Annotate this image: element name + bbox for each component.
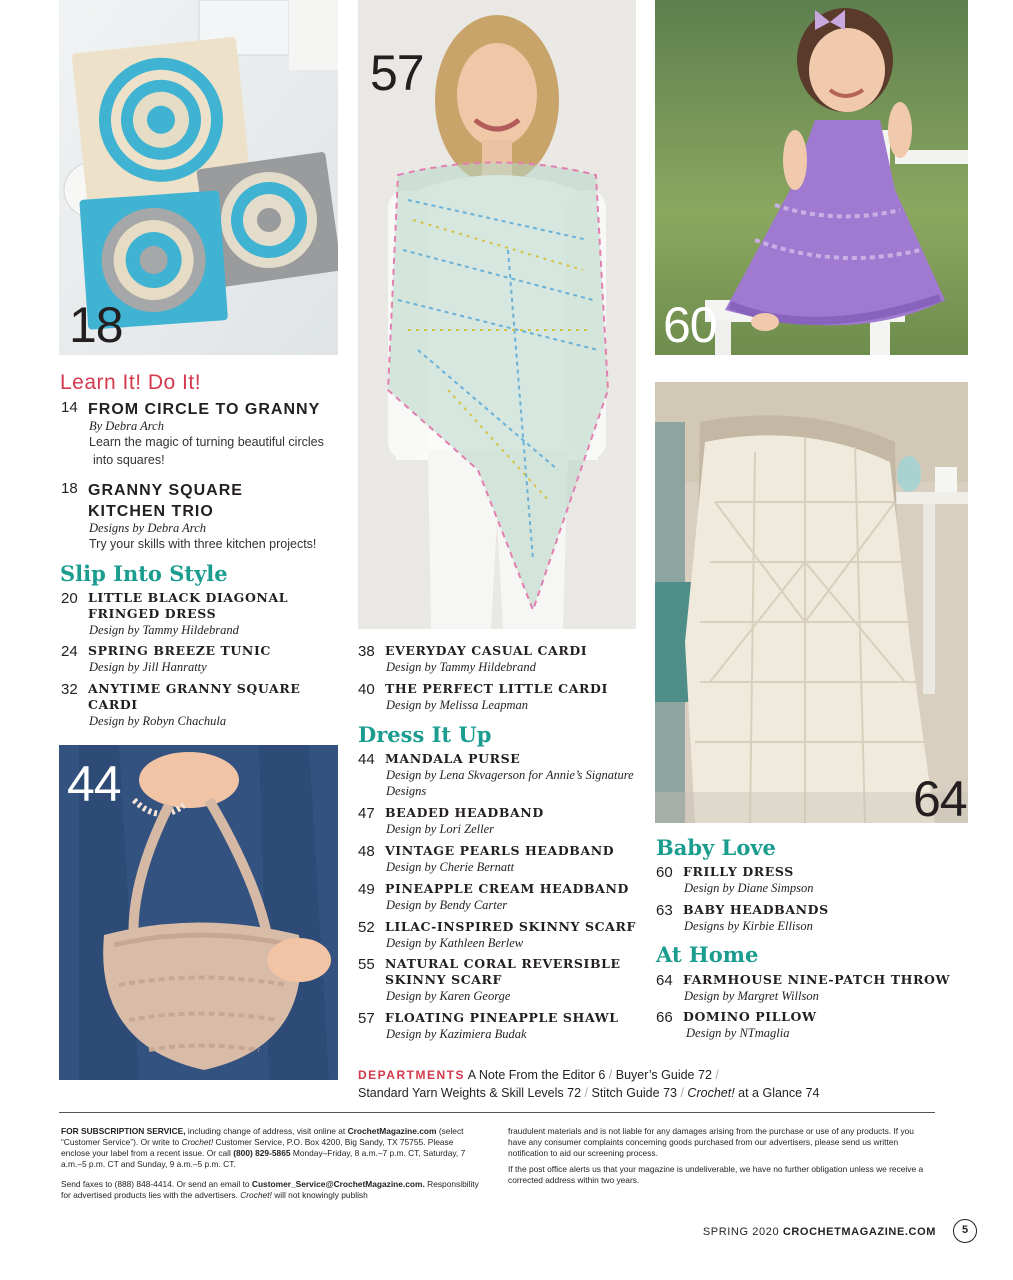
toc-byline: Design by Jill Hanratty (89, 660, 207, 674)
toc-entry[interactable] (358, 643, 638, 675)
toc-page-number: 32 (61, 681, 78, 698)
toc-page-number: 40 (358, 681, 375, 698)
toc-entry[interactable] (358, 805, 638, 837)
departments-label: DEPARTMENTS (358, 1068, 465, 1082)
toc-title: BEADED HEADBAND (385, 805, 544, 820)
toc-title: FRINGED DRESS (88, 606, 217, 621)
subscription-site-link[interactable]: CrochetMagazine.com (347, 1126, 437, 1136)
toc-entry[interactable] (656, 902, 956, 934)
toc-entry[interactable] (656, 1009, 956, 1041)
photo-granny-squares (59, 0, 338, 355)
separator: / (584, 1086, 589, 1100)
crochet-title: Crochet! (181, 1137, 214, 1147)
dept-stitch-guide[interactable]: Stitch Guide 73 (591, 1086, 677, 1100)
toc-byline: Design by Kazimiera Budak (386, 1027, 527, 1041)
subscription-text: including change of address, visit online at (187, 1126, 346, 1136)
toc-page-number: 18 (61, 480, 78, 497)
toc-entry[interactable] (358, 681, 638, 713)
footer (700, 1226, 936, 1238)
toc-entry[interactable] (61, 590, 341, 638)
toc-byline: Design by Bendy Carter (386, 898, 508, 912)
separator: / (680, 1086, 684, 1100)
toc-entry[interactable] (61, 399, 341, 471)
toc-page-number: 57 (358, 1010, 375, 1027)
toc-page-number: 60 (656, 864, 673, 881)
toc-title: VINTAGE PEARLS HEADBAND (385, 843, 615, 858)
toc-title: KITCHEN TRIO (88, 503, 214, 520)
toc-title: BABY HEADBANDS (683, 902, 829, 917)
dept-yarn-weights[interactable]: Standard Yarn Weights & Skill Levels 72 (358, 1086, 582, 1100)
email-link[interactable]: Customer_Service@CrochetMagazine.com. (251, 1179, 425, 1189)
toc-title: CARDI (88, 697, 138, 712)
subscription-phone[interactable]: (800) 829-5865 (233, 1148, 291, 1158)
toc-byline: Design by Margret Willson (684, 989, 819, 1003)
fax-text: Send faxes to (888) 848-4414. Or send an email to (61, 1179, 250, 1189)
photo-page-number: 60 (663, 297, 717, 353)
toc-entry[interactable] (358, 751, 648, 799)
section-title-home: At Home (656, 942, 759, 967)
toc-byline: Design by Kathleen Berlew (386, 936, 524, 950)
page-number: 5 (961, 1224, 969, 1236)
photo-mandala-purse (59, 745, 338, 1080)
toc-byline: Design by Lena Skvagerson for Annie’s Signature (386, 768, 634, 782)
toc-title: LILAC-INSPIRED SKINNY SCARF (385, 919, 636, 934)
departments (358, 1066, 719, 1084)
toc-byline: Designs by Kirbie Ellison (684, 919, 813, 933)
toc-entry[interactable] (656, 972, 956, 1004)
photo-page-number: 18 (69, 297, 123, 353)
toc-byline: Design by Tammy Hildebrand (89, 623, 239, 637)
photo-page-number: 57 (370, 45, 424, 101)
subscription-info (61, 1126, 481, 1206)
toc-title: LITTLE BLACK DIAGONAL (88, 590, 289, 605)
toc-byline: Design by Cherie Bernatt (386, 860, 515, 874)
throw-illustration (655, 382, 968, 823)
photo-nine-patch-throw (655, 382, 968, 823)
toc-description: Learn the magic of turning beautiful circles (89, 435, 324, 449)
toc-byline: Design by Melissa Leapman (386, 698, 528, 712)
crochet-title: Crochet! (687, 1086, 735, 1100)
toc-title: NATURAL CORAL REVERSIBLE (385, 956, 621, 971)
separator: / (715, 1068, 719, 1082)
departments-line-2 (358, 1084, 819, 1102)
toc-description: Try your skills with three kitchen projects! (89, 537, 317, 551)
fax-text: Responsibility for advertised products lies with the advertisers. (61, 1179, 479, 1200)
toc-title: PINEAPPLE CREAM HEADBAND (385, 881, 629, 896)
toc-page-number: 52 (358, 919, 375, 936)
toc-byline: Design by Karen George (386, 989, 511, 1003)
crochet-title: Crochet! (240, 1190, 272, 1200)
toc-title: DOMINO PILLOW (683, 1009, 817, 1024)
section-title-slip: Slip Into Style (60, 561, 228, 586)
toc-entry[interactable] (358, 881, 638, 913)
dept-glance[interactable] (687, 1086, 819, 1100)
toc-byline: Design by Tammy Hildebrand (386, 660, 536, 674)
legal-info (508, 1126, 933, 1191)
subscription-text: Monday–Friday, 8 a.m.–7 p.m. CT, Saturday, 7 a.m.–5 p.m. CT and Sunday, 9 a.m.–5 p.m. CT. (61, 1148, 466, 1169)
divider (59, 1112, 935, 1113)
toc-page-number: 47 (358, 805, 375, 822)
toc-entry[interactable] (61, 681, 341, 729)
toc-page-number: 49 (358, 881, 375, 898)
toc-title: FLOATING PINEAPPLE SHAWL (385, 1010, 619, 1025)
toc-title: FARMHOUSE NINE-PATCH THROW (683, 972, 951, 987)
toc-page-number: 66 (656, 1009, 673, 1026)
toc-page-number: 44 (358, 751, 375, 768)
photo-page-number: 44 (67, 756, 121, 812)
legal-paragraph: fraudulent materials and is not liable for any damages arising from the purchase or use of any products. If you have any consumer complaints concerning goods purchased from our advertisers, please send us written notification to aid our screening process. (508, 1126, 914, 1158)
subscription-text: (select “Customer Service”). Or write to (61, 1126, 464, 1147)
legal-paragraph: If the post office alerts us that your magazine is undeliverable, we have no further obligation unless we receive a corrected address within two years. (508, 1164, 924, 1185)
toc-page-number: 20 (61, 590, 78, 607)
toc-title: FRILLY DRESS (683, 864, 794, 879)
separator: / (608, 1068, 613, 1082)
photo-shawl-model (358, 0, 636, 629)
footer-site[interactable]: CROCHETMAGAZINE.COM (782, 1226, 936, 1238)
toc-page-number: 48 (358, 843, 375, 860)
photo-page-number: 64 (913, 771, 967, 823)
dept-editor-note[interactable]: A Note From the Editor 6 (467, 1068, 606, 1082)
toc-byline: Design by Diane Simpson (684, 881, 814, 895)
toc-page-number: 14 (61, 399, 78, 416)
subscription-text: Customer Service, P.O. Box 4200, Big Sandy, TX 75755. Please enclose your label from a recent issue. Or call (61, 1137, 454, 1158)
toc-byline: By Debra Arch (89, 419, 164, 433)
toc-title: SKINNY SCARF (385, 972, 503, 987)
toc-title: GRANNY SQUARE (88, 482, 243, 499)
toc-entry[interactable] (656, 864, 956, 896)
subscription-label: FOR SUBSCRIPTION SERVICE, (61, 1126, 186, 1136)
toc-entry[interactable] (358, 843, 638, 875)
toc-entry[interactable] (358, 956, 638, 1004)
section-title-baby: Baby Love (656, 835, 776, 860)
footer-issue: SPRING 2020 (702, 1226, 780, 1238)
toc-title: THE PERFECT LITTLE CARDI (385, 681, 608, 696)
toc-byline: Designs (386, 784, 427, 798)
toc-title: SPRING BREEZE TUNIC (88, 643, 271, 658)
toc-page-number: 64 (656, 972, 673, 989)
toc-description: into squares! (93, 453, 165, 467)
toc-page-number: 63 (656, 902, 673, 919)
toc-title: MANDALA PURSE (385, 751, 521, 766)
page-number-badge (953, 1219, 977, 1243)
toc-title: ANYTIME GRANNY SQUARE (88, 681, 301, 696)
toc-byline: Design by Lori Zeller (386, 822, 494, 836)
toc-page-number: 55 (358, 956, 375, 973)
section-title-dress: Dress It Up (358, 722, 492, 747)
dept-buyers-guide[interactable]: Buyer’s Guide 72 (615, 1068, 712, 1082)
toc-entry[interactable] (358, 1010, 638, 1042)
toc-page-number: 38 (358, 643, 375, 660)
section-title-learn: Learn It! Do It! (60, 371, 202, 394)
toc-entry[interactable] (61, 643, 341, 675)
toc-entry[interactable] (358, 919, 638, 951)
toc-byline: Designs by Debra Arch (89, 521, 206, 535)
toc-entry[interactable] (61, 480, 341, 555)
photo-baby-dress (655, 0, 968, 355)
toc-page-number: 24 (61, 643, 78, 660)
toc-byline: Design by NTmaglia (686, 1026, 790, 1040)
toc-byline: Design by Robyn Chachula (89, 714, 227, 728)
fax-text: will not knowingly publish (274, 1190, 368, 1200)
dept-glance-text: at a Glance 74 (738, 1086, 820, 1100)
toc-title: FROM CIRCLE TO GRANNY (88, 401, 321, 418)
toc-title: EVERYDAY CASUAL CARDI (385, 643, 588, 658)
